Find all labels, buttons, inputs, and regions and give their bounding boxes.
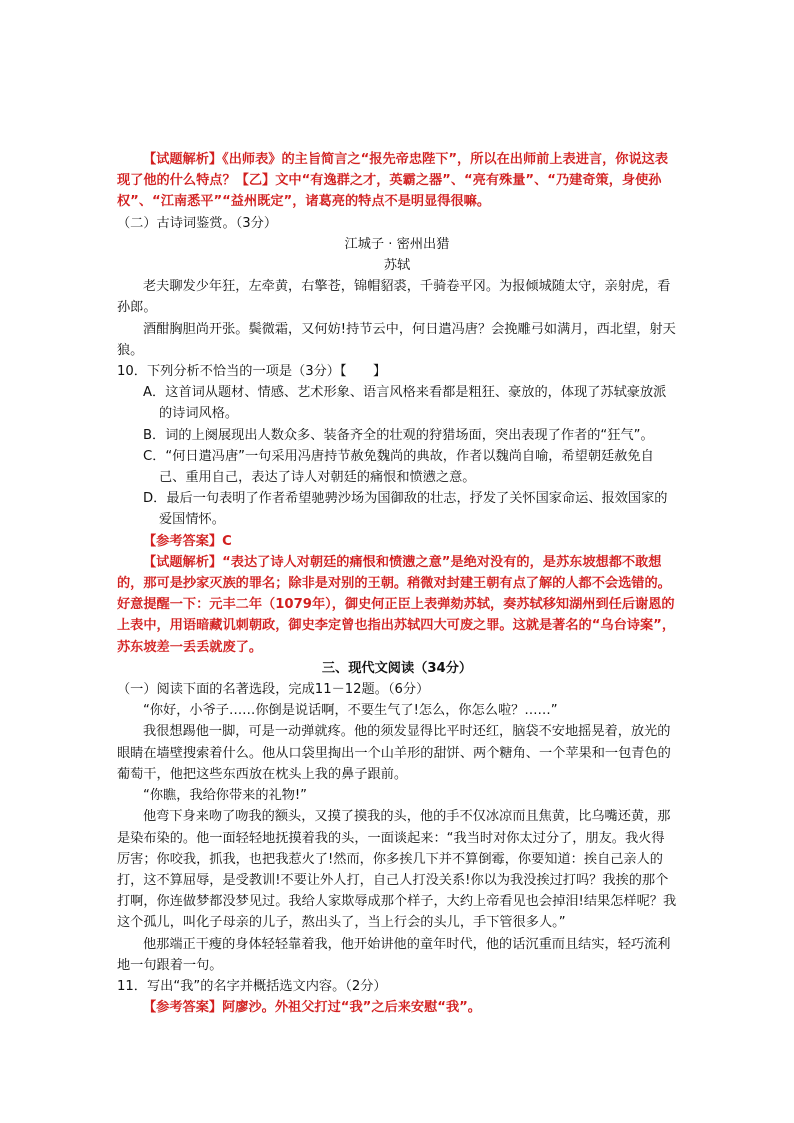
question-11: 11．写出“我”的名字并概括选文内容。（2分） [117,978,387,994]
answer-11 [117,997,677,1018]
answer-10 [117,531,677,552]
analysis-label: 【试题解析】 [143,152,223,167]
answer-value: C [222,533,232,549]
analysis-paragraph-10: 【试题解析】“表达了诗人对朝廷的痛恨和愤懑之意”是绝对没有的，是苏东坡想都不敢想的，那可是抄家灭族的罪名；除非是对别的王朝。稍微对封建王朝有点了解的人都不会选错的。好意提醒一下：元丰二年（1079年），御史何正臣上表弹劾苏轼，奏苏轼移知湖州到任后谢恩的上表中，用语暗藏讥刺朝政，御史李定曾也指出苏轼四大可废之罪。这就是著名的“乌台诗案”，苏东坡差一丢丢就废了。 [117,554,676,655]
story-paragraph: 我很想踢他一脚，可是一动弹就疼。他的须发显得比平时还红，脑袋不安地摇晃着，放光的眼睛在墙壁搜索着什么。他从口袋里掏出一个山羊形的甜饼、两个糖角、一个苹果和一包青色的葡萄干，他把这些东西放在枕头上我的鼻子跟前。 [117,724,671,782]
answer-label: 【参考答案】 [143,1000,223,1016]
story-paragraph: “你瞧，我给你带来的礼物!” [143,788,308,804]
option-a: A．这首词从题材、情感、艺术形象、语言风格来看都是粗狂、豪放的，体现了苏轼豪放派的诗词风格。 [143,385,667,422]
option-d: D．最后一句表明了作者希望驰骋沙场为国御敌的壮志，抒发了关怀国家命运、报效国家的爱国情怀。 [143,491,668,528]
poem-stanza-1: 老夫聊发少年狂，左牵黄，右擎苍，锦帽貂裘，千骑卷平冈。为报倾城随太守，亲射虎，看孙郎。 [117,279,671,316]
section-3-heading: 三、现代文阅读（34分） [321,660,473,676]
document-page [117,149,677,1018]
story-paragraph: 他弯下身来吻了吻我的额头，又摸了摸我的头，他的手不仅冰凉而且焦黄，比乌嘴还黄，那是染布染的。他一面轻轻地抚摸着我的头，一面谈起来：“我当时对你太过分了，朋友。我火得厉害；你咬我，抓我，也把我惹火了!然而，你多挨几下并不算倒霉，你要知道：挨自己亲人的打，这不算屈辱，是受教训!不要让外人打，自己人打没关系!你以为我没挨过打吗？我挨的那个打啊，你连做梦都没梦见过。我给人家欺辱成那个样子，大约上帝看见也会掉泪!结果怎样呢？我这个孤儿，叫化子母亲的儿子，熬出头了，当上行会的头儿，手下管很多人。” [117,809,677,931]
section-3-subheading: （一）阅读下面的名著选段，完成11－12题。（6分） [117,682,430,698]
section-2-heading: （二）古诗词鉴赏。（3分） [117,215,278,231]
analysis-paragraph-1: 【试题解析】《出师表》的主旨简言之“报先帝忠陛下”，所以在出师前上表进言，你说这表现了他的什么特点？【乙】文中“有逸群之才，英霸之器”、“亮有殊量”、“乃建奇策，身使孙权”、“江南悉平”“益州既定”，诸葛亮的特点不是明显得很嘛。 [117,152,669,210]
poem-title: 江城子 · 密州出猎 [344,236,450,252]
question-10: 10．下列分析不恰当的一项是（3分）【 】 [117,364,387,380]
poem-stanza-2: 酒酣胸胆尚开张。鬓微霜，又何妨!持节云中，何日遣冯唐？会挽雕弓如满月，西北望，射天狼。 [117,321,676,358]
analysis-label: 【试题解析】 [143,554,223,570]
option-c: C．“何日遣冯唐”一句采用冯唐持节赦免魏尚的典故，作者以魏尚自喻，希望朝廷赦免自己、重用自己，表达了诗人对朝廷的痛恨和愤懑之意。 [143,448,654,486]
story-paragraph: “你好，小爷子……你倒是说话啊，不要生气了!怎么，你怎么啦？……” [143,703,558,719]
poem-author: 苏轼 [383,258,411,274]
option-b: B．词的上阕展现出人数众多、装备齐全的壮观的狩猎场面，突出表现了作者的“狂气”。 [143,427,654,443]
answer-label: 【参考答案】 [143,533,223,549]
story-paragraph: 他那端正干瘦的身体轻轻靠着我，他开始讲他的童年时代，他的话沉重而且结实，轻巧流利地一句跟着一句。 [117,936,671,973]
answer-value: 阿廖沙。外祖父打过“我”之后来安慰“我”。 [222,1000,481,1016]
